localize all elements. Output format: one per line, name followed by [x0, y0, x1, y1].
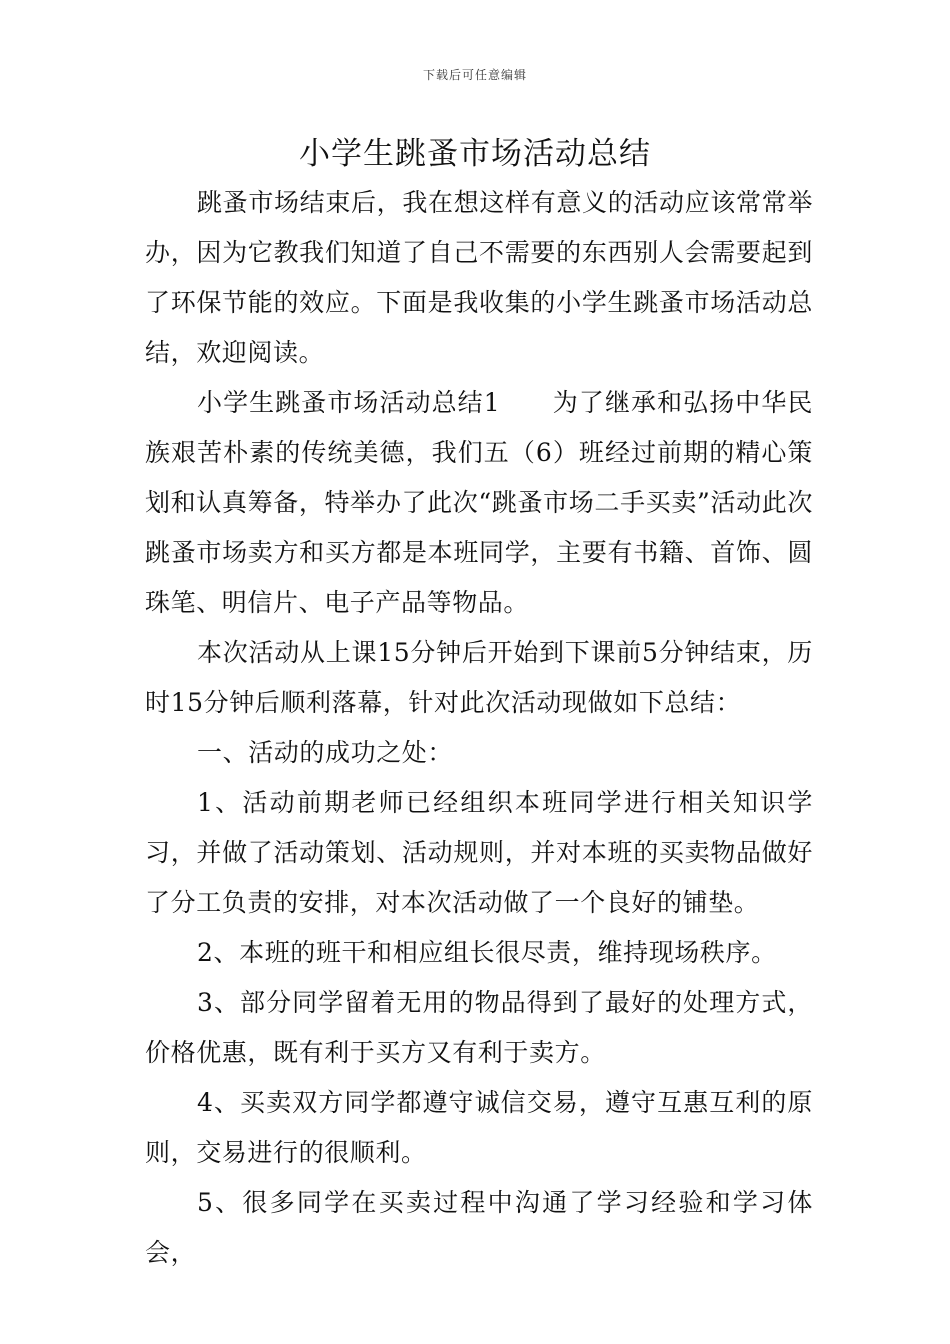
summary-1-paragraph: 小学生跳蚤市场活动总结1 为了继承和弘扬中华民族艰苦朴素的传统美德，我们五（6）班经过前期的精心策划和认真筹备，特举办了此次“跳蚤市场二手买卖”活动此次跳蚤市场卖方和买方都是本班同学，主要有书籍、首饰、圆珠笔、明信片、电子产品等物品。: [145, 388, 813, 617]
document-title: 小学生跳蚤市场活动总结: [299, 136, 651, 172]
success-point-4: 4、买卖双方同学都遵守诚信交易，遵守互惠互利的原则，交易进行的很顺利。: [145, 1088, 813, 1167]
section-heading-success: 一、活动的成功之处：: [197, 738, 454, 767]
success-point-1: 1、活动前期老师已经组织本班同学进行相关知识学习，并做了活动策划、活动规则，并对本班的买卖物品做好了分工负责的安排，对本次活动做了一个良好的铺垫。: [145, 788, 813, 917]
header-note: 下载后可任意编辑: [422, 68, 527, 82]
document-body: [145, 178, 813, 1278]
success-point-2: 2、本班的班干和相应组长很尽责，维持现场秩序。: [197, 938, 777, 967]
success-point-3: 3、部分同学留着无用的物品得到了最好的处理方式，价格优惠，既有利于买方又有利于卖方。: [145, 988, 813, 1067]
success-point-5: 5、很多同学在买卖过程中沟通了学习经验和学习体会，: [145, 1188, 813, 1267]
intro-paragraph: 跳蚤市场结束后，我在想这样有意义的活动应该常常举办，因为它教我们知道了自己不需要的东西别人会需要起到了环保节能的效应。下面是我收集的小学生跳蚤市场活动总结，欢迎阅读。: [145, 188, 813, 367]
activity-time-paragraph: 本次活动从上课15分钟后开始到下课前5分钟结束，历时15分钟后顺利落幕，针对此次活动现做如下总结：: [145, 638, 813, 717]
